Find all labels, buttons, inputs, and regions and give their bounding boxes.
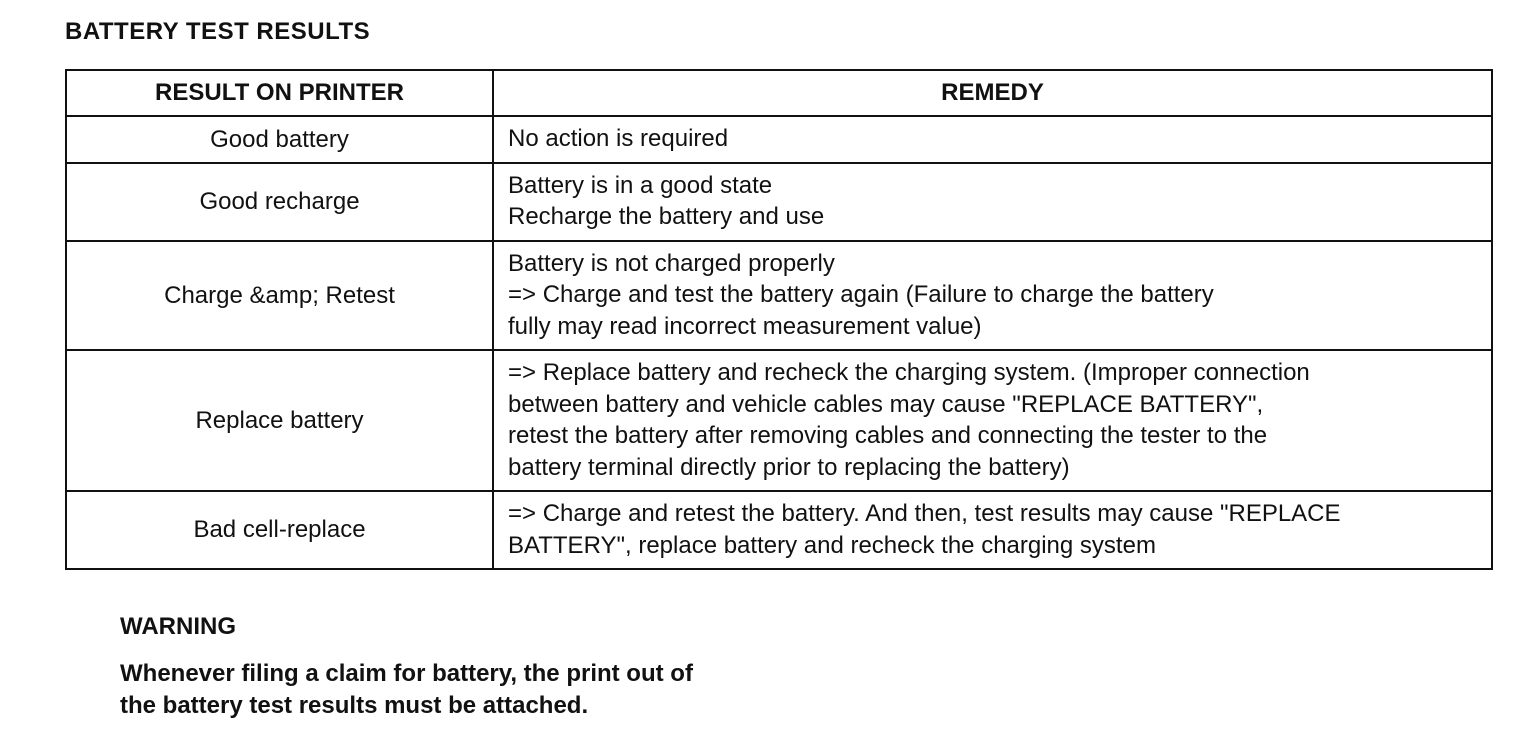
- remedy-line: between battery and vehicle cables may cause "REPLACE BATTERY",: [508, 390, 1264, 418]
- remedy-line: => Replace battery and recheck the charging system. (Improper connection: [508, 359, 1310, 386]
- remedy-line: Battery is not charged properly: [508, 249, 835, 277]
- table-row: [66, 491, 1492, 569]
- result-cell: Good battery: [66, 116, 493, 163]
- result-cell: Bad cell-replace: [66, 491, 493, 569]
- remedy-line: No action is required: [508, 125, 729, 152]
- remedy-line: battery terminal directly prior to replacing the battery): [508, 453, 1070, 481]
- remedy-line: => Charge and retest the battery. And then, test results may cause "REPLACE: [508, 500, 1341, 527]
- table-row: [66, 350, 1492, 491]
- result-cell: Replace battery: [66, 350, 493, 491]
- warning-line: Whenever filing a claim for battery, the print out of: [120, 660, 693, 687]
- warning-title: WARNING: [120, 613, 236, 640]
- warning-line: the battery test results must be attached.: [120, 691, 589, 719]
- table-row: [66, 163, 1492, 241]
- remedy-line: Battery is in a good state: [508, 171, 773, 199]
- warning-text: [120, 658, 693, 721]
- remedy-cell: [493, 163, 1492, 241]
- battery-test-results-table: [65, 69, 1493, 570]
- remedy-cell: [493, 241, 1492, 351]
- table-row: [66, 241, 1492, 351]
- remedy-cell: [493, 491, 1492, 569]
- table-header-row: [66, 70, 1492, 116]
- remedy-line: Recharge the battery and use: [508, 203, 825, 230]
- result-cell: Charge &amp; Retest: [66, 241, 493, 351]
- remedy-cell: [493, 350, 1492, 491]
- remedy-line: retest the battery after removing cables and connecting the tester to the: [508, 422, 1268, 449]
- remedy-line: fully may read incorrect measurement value): [508, 312, 982, 340]
- remedy-cell: [493, 116, 1492, 163]
- table-row: [66, 116, 1492, 163]
- header-remedy: REMEDY: [493, 70, 1492, 116]
- result-cell: Good recharge: [66, 163, 493, 241]
- remedy-line: => Charge and test the battery again (Failure to charge the battery: [508, 281, 1214, 308]
- remedy-line: BATTERY", replace battery and recheck the charging system: [508, 531, 1156, 559]
- header-result-on-printer: RESULT ON PRINTER: [66, 70, 493, 116]
- document-title: BATTERY TEST RESULTS: [65, 18, 371, 45]
